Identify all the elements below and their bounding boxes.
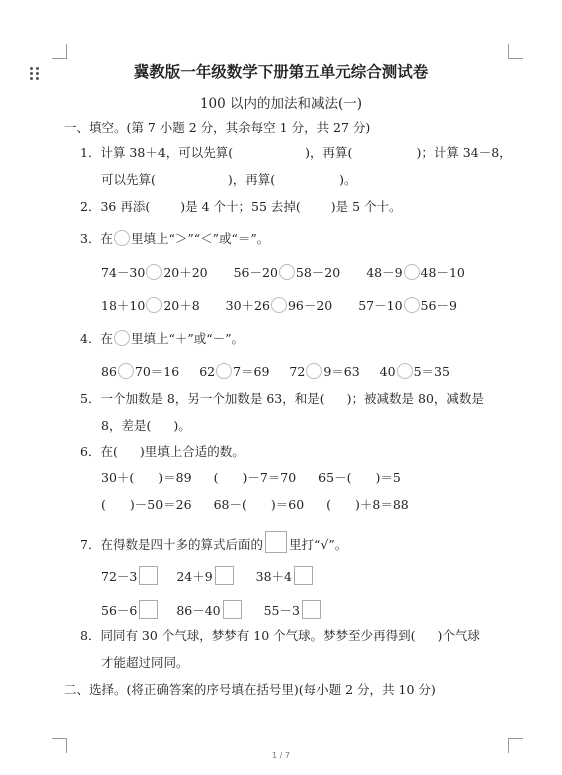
answer-circle-sample bbox=[114, 330, 130, 346]
q6-intro: 6．在( )里填上合适的数。 bbox=[80, 444, 245, 459]
q3-intro: 3．在 里填上“＞”“＜”或“＝”。 bbox=[80, 231, 270, 246]
operator-circle[interactable] bbox=[216, 363, 232, 379]
answer-checkbox[interactable] bbox=[294, 566, 313, 585]
answer-checkbox[interactable] bbox=[302, 600, 321, 619]
q5-line2: 8，差是( )。 bbox=[101, 418, 191, 433]
answer-circle-sample bbox=[114, 230, 130, 246]
compare-circle[interactable] bbox=[279, 264, 295, 280]
q3-row2: 18＋10 20＋8 30＋26 96－20 57－10 56－9 bbox=[101, 298, 457, 313]
operator-circle[interactable] bbox=[118, 363, 134, 379]
q6-row1: 30＋( )＝89 ( )－7＝70 65－( )＝5 bbox=[101, 470, 401, 485]
document-title: 冀教版一年级数学下册第五单元综合测试卷 bbox=[133, 63, 429, 81]
corner-mark-top-left bbox=[52, 44, 67, 59]
compare-circle[interactable] bbox=[404, 297, 420, 313]
answer-checkbox[interactable] bbox=[223, 600, 242, 619]
compare-circle[interactable] bbox=[146, 297, 162, 313]
q6-row2: ( )－50＝26 68－( )＝60 ( )＋8＝88 bbox=[101, 497, 409, 512]
q8-line1: 8．同同有 30 个气球，梦梦有 10 个气球。梦梦至少再得到( )个气球 bbox=[80, 628, 480, 643]
q4-row: 86 70＝16 62 7＝69 72 9＝63 40 5＝35 bbox=[101, 364, 450, 379]
q3-row1: 74－30 20＋20 56－20 58－20 48－9 48－10 bbox=[101, 265, 465, 280]
answer-checkbox[interactable] bbox=[139, 566, 158, 585]
q1-line1: 1．计算 38＋4，可以先算( )，再算( )；计算 34－8， bbox=[80, 145, 512, 160]
q4-intro: 4．在 里填上“＋”或“－”。 bbox=[80, 331, 245, 346]
answer-checkbox[interactable] bbox=[139, 600, 158, 619]
q7-row1: 72－3 24＋9 38＋4 bbox=[101, 566, 315, 585]
document-subtitle: 100 以内的加法和减法(一) bbox=[199, 96, 363, 112]
section1-heading: 一、填空。(第 7 小题 2 分，其余每空 1 分，共 27 分) bbox=[64, 120, 371, 135]
page-indicator: 1 / 7 bbox=[272, 751, 290, 760]
checkbox-sample bbox=[265, 531, 287, 553]
compare-circle[interactable] bbox=[146, 264, 162, 280]
answer-checkbox[interactable] bbox=[215, 566, 234, 585]
q5-line1: 5．一个加数是 8，另一个加数是 63，和是( )；被减数是 80，减数是 bbox=[80, 391, 484, 406]
section2-heading: 二、选择。(将正确答案的序号填在括号里)(每小题 2 分，共 10 分) bbox=[64, 682, 436, 697]
q8-line2: 才能超过同同。 bbox=[101, 655, 189, 670]
q7-intro: 7．在得数是四十多的算式后面的 里打“√”。 bbox=[80, 531, 347, 553]
q2-line: 2．36 再添( )是 4 个十；55 去掉( )是 5 个十。 bbox=[80, 199, 402, 214]
corner-mark-top-right bbox=[508, 44, 523, 59]
q1-line2: 可以先算( )，再算( )。 bbox=[101, 172, 357, 187]
operator-circle[interactable] bbox=[306, 363, 322, 379]
compare-circle[interactable] bbox=[404, 264, 420, 280]
compare-circle[interactable] bbox=[271, 297, 287, 313]
q7-row2: 56－6 86－40 55－3 bbox=[101, 600, 323, 619]
operator-circle[interactable] bbox=[397, 363, 413, 379]
